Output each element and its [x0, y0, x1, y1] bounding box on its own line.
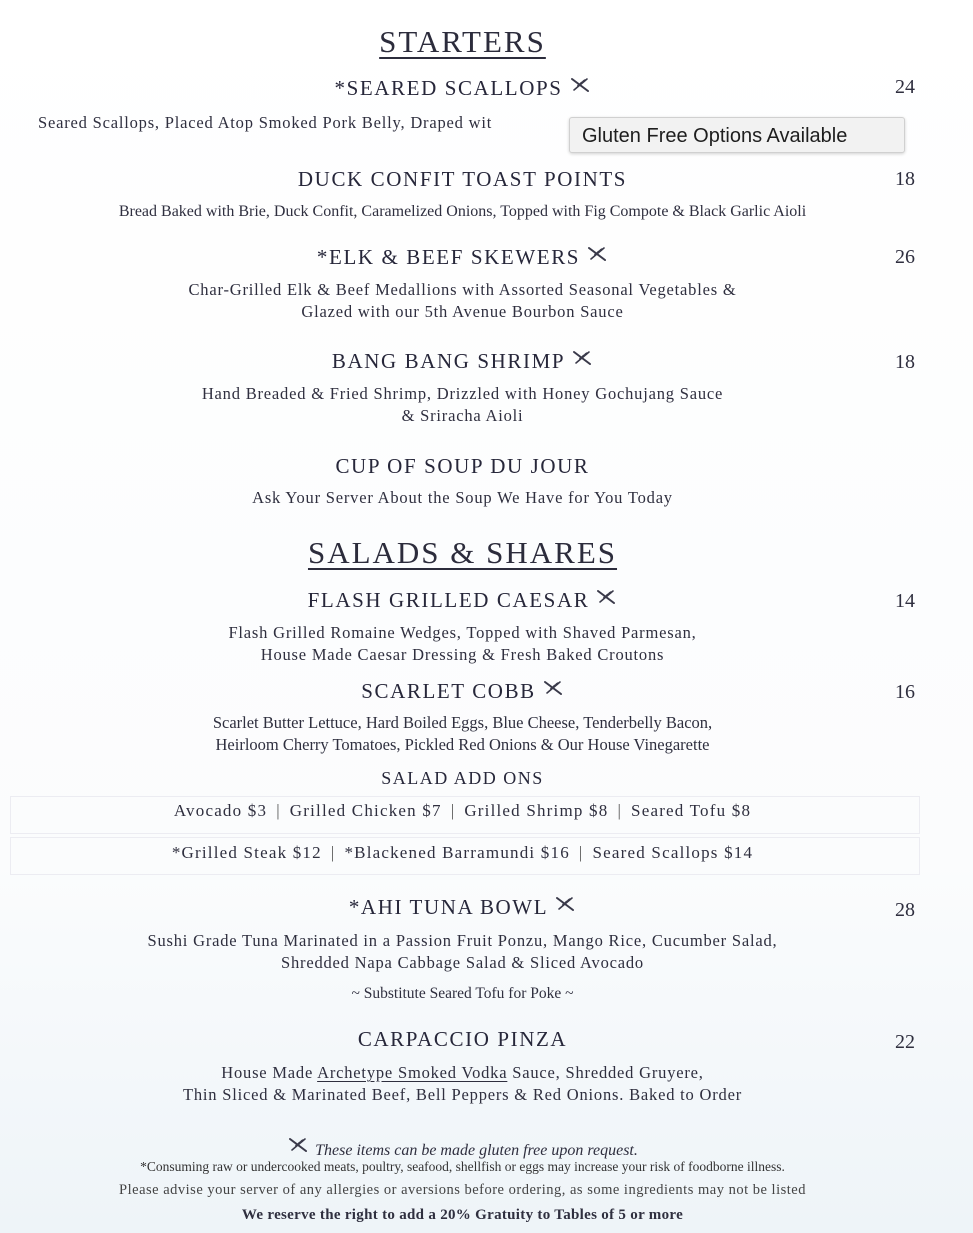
item-description-line1: Hand Breaded & Fried Shrimp, Drizzled with Honey Gochujang Sauce: [201, 384, 724, 403]
item-price: 26: [895, 246, 915, 268]
gluten-free-icon[interactable]: [554, 895, 576, 913]
item-price: 18: [895, 351, 915, 373]
addon-separator: |: [617, 801, 623, 820]
addon-separator: |: [578, 843, 584, 862]
item-description-line2: Heirloom Cherry Tomatoes, Pickled Red Onions & Our House Vinegarette: [215, 735, 710, 754]
item-name: BANG BANG SHRIMP: [331, 349, 566, 373]
item-name: SCARLET COBB: [361, 679, 536, 703]
item-duck-confit-toast-points: DUCK CONFIT TOAST POINTS: [297, 167, 628, 191]
gluten-free-icon[interactable]: [571, 349, 593, 367]
vodka-sauce-link[interactable]: Archetype Smoked Vodka: [317, 1063, 508, 1082]
item-seared-scallops: [0, 76, 925, 101]
item-description: Ask Your Server About the Soup We Have for You Today: [252, 488, 673, 507]
section-title-starters: STARTERS: [379, 24, 546, 59]
item-price: 22: [895, 1031, 915, 1053]
item-cup-of-soup: CUP OF SOUP DU JOUR: [335, 454, 590, 478]
gluten-free-icon[interactable]: [542, 679, 564, 697]
gluten-free-icon: [287, 1136, 309, 1154]
addon-separator: |: [330, 843, 336, 862]
footer-raw-warning: *Consuming raw or undercooked meats, poultry, seafood, shellfish or eggs may increase your risk of foodborne illness.: [140, 1159, 785, 1174]
section-title-salads-shares: SALADS & SHARES: [307, 535, 618, 570]
addon-row-1: [0, 801, 925, 821]
addon-item: Grilled Chicken $7: [289, 801, 442, 820]
item-substitution-note: ~ Substitute Seared Tofu for Poke ~: [351, 985, 574, 1002]
item-scarlet-cobb: [0, 679, 925, 704]
addon-item: Avocado $3: [173, 801, 268, 820]
item-price: 28: [895, 899, 915, 921]
addon-separator: |: [450, 801, 456, 820]
desc-text: House Made: [221, 1063, 318, 1082]
footer-gratuity-note: We reserve the right to add a 20% Gratuity to Tables of 5 or more: [241, 1207, 684, 1223]
item-description-line1: Flash Grilled Romaine Wedges, Topped with Shaved Parmesan,: [228, 623, 697, 642]
footer-allergy-note: Please advise your server of any allergies or aversions before ordering, as some ingredients may not be listed: [119, 1182, 806, 1198]
gluten-free-icon[interactable]: [595, 588, 617, 606]
item-description-line1: [0, 1062, 925, 1084]
item-description-line2: Shredded Napa Cabbage Salad & Sliced Avocado: [281, 953, 644, 972]
desc-text: Sauce, Shredded Gruyere,: [507, 1063, 704, 1082]
addon-item: Grilled Shrimp $8: [464, 801, 609, 820]
addon-separator: |: [276, 801, 281, 820]
item-price: 18: [895, 168, 915, 190]
addon-item: Seared Scallops $14: [592, 843, 754, 862]
item-bang-bang-shrimp: [0, 349, 925, 374]
item-price: 24: [895, 76, 915, 98]
item-carpaccio-pinza: CARPACCIO PINZA: [357, 1027, 568, 1051]
item-description-line1: Scarlet Butter Lettuce, Hard Boiled Eggs, Blue Cheese, Tenderbelly Bacon,: [212, 713, 713, 732]
footer-gluten-free-note: [0, 1136, 925, 1160]
item-description-line2: Glazed with our 5th Avenue Bourbon Sauce: [301, 302, 624, 321]
item-description-line2: House Made Caesar Dressing & Fresh Baked Croutons: [260, 645, 665, 664]
item-description: Bread Baked with Brie, Duck Confit, Caramelized Onions, Topped with Fig Compote & Black Garlic Aioli: [118, 203, 807, 220]
item-description-line1: Char-Grilled Elk & Beef Medallions with Assorted Seasonal Vegetables &: [188, 280, 737, 299]
item-price: 16: [895, 681, 915, 703]
item-description-line2: Thin Sliced & Marinated Beef, Bell Peppers & Red Onions. Baked to Order: [182, 1085, 743, 1104]
gluten-free-tooltip: Gluten Free Options Available: [569, 117, 905, 153]
item-flash-grilled-caesar: [0, 588, 925, 613]
addon-row-2: [0, 843, 925, 863]
gluten-free-icon[interactable]: [586, 245, 608, 263]
addon-item: *Blackened Barramundi $16: [344, 843, 570, 862]
item-elk-beef-skewers: [0, 245, 925, 270]
item-name: *AHI TUNA BOWL: [348, 895, 549, 919]
addon-item: Seared Tofu $8: [631, 801, 752, 820]
item-description-line2: & Sriracha Aioli: [401, 406, 524, 425]
item-price: 14: [895, 590, 915, 612]
item-name: FLASH GRILLED CAESAR: [307, 588, 590, 612]
item-description: Seared Scallops, Placed Atop Smoked Pork Belly, Draped wit: [38, 113, 493, 132]
gf-note-text: These items can be made gluten free upon request.: [315, 1142, 638, 1159]
salad-add-ons-title: SALAD ADD ONS: [381, 768, 544, 788]
item-name: *ELK & BEEF SKEWERS: [316, 245, 581, 269]
gluten-free-icon[interactable]: [569, 76, 591, 94]
item-description-line1: Sushi Grade Tuna Marinated in a Passion Fruit Ponzu, Mango Rice, Cucumber Salad,: [147, 931, 778, 950]
addon-item: *Grilled Steak $12: [171, 843, 322, 862]
item-name: *SEARED SCALLOPS: [334, 76, 563, 100]
item-ahi-tuna-bowl: [0, 895, 925, 920]
